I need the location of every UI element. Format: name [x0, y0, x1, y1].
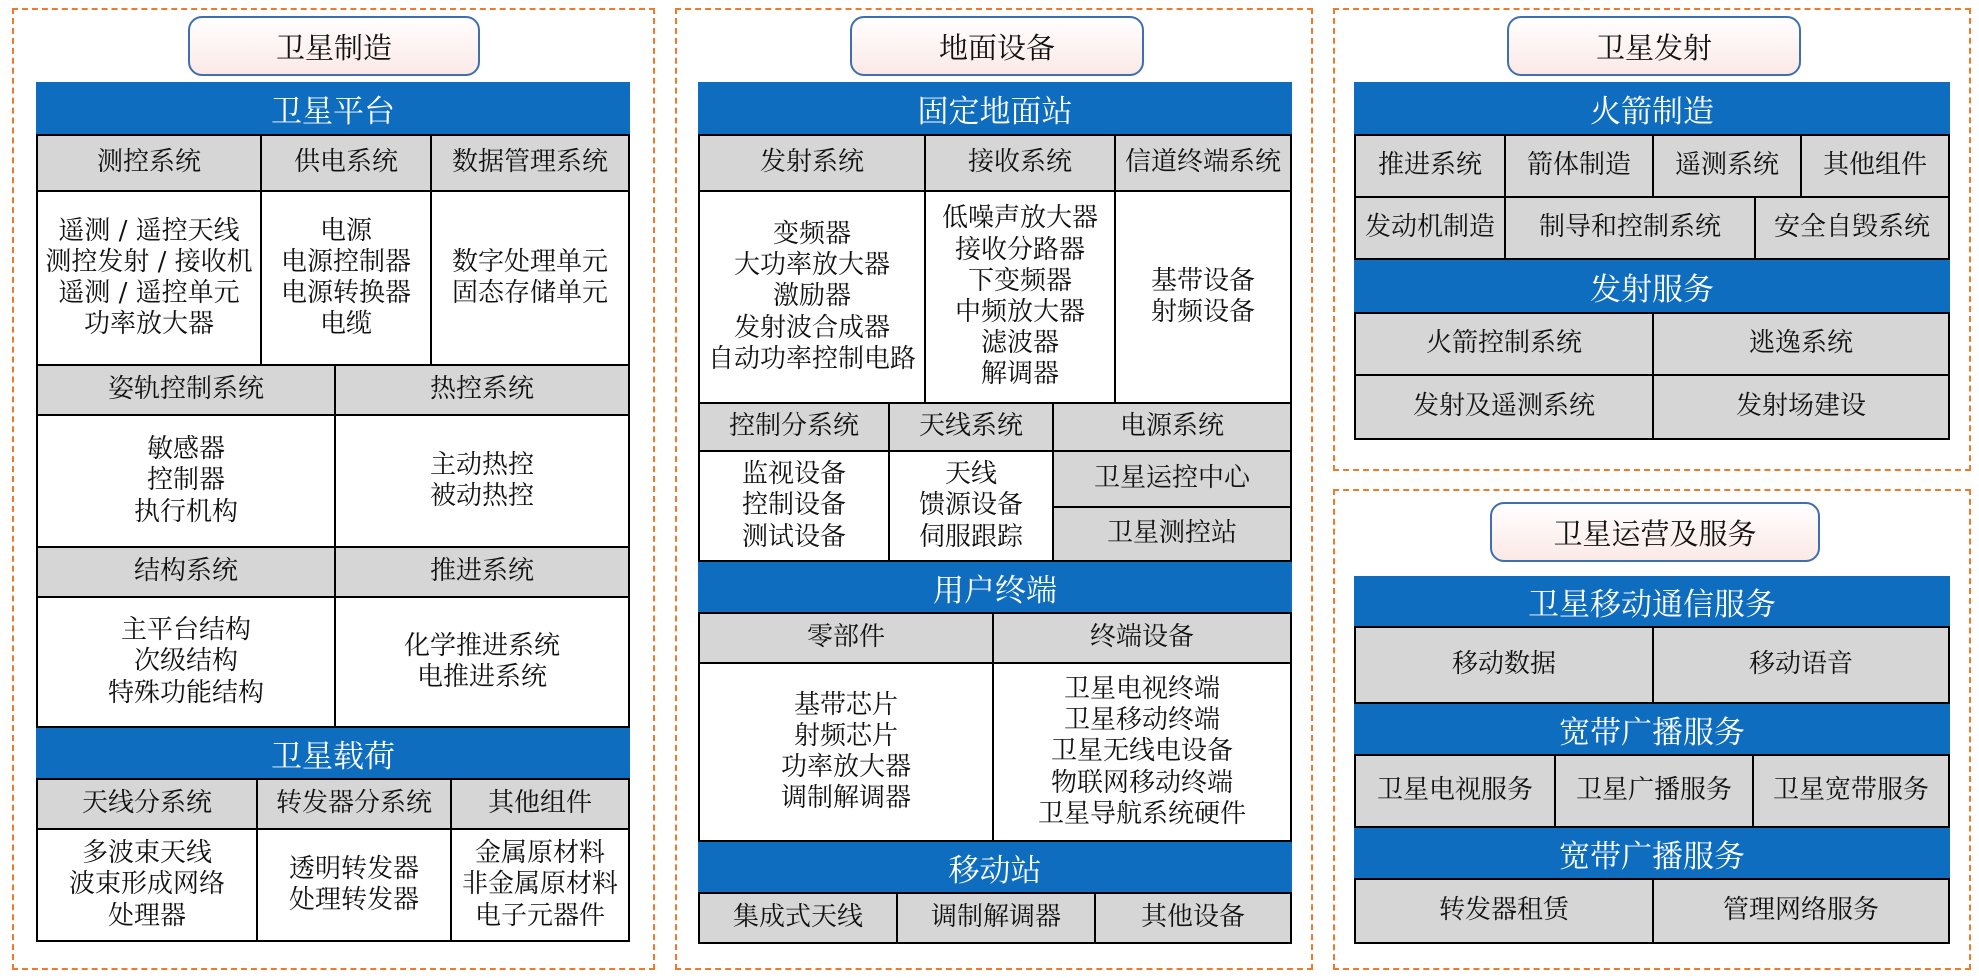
- rocket-header: 火箭制造: [1354, 82, 1950, 134]
- user-terminal-header: 用户终端: [698, 562, 1292, 612]
- self-destruct-system: 安全自毁系统: [1754, 196, 1950, 260]
- other-components-label: 其他组件: [450, 778, 630, 830]
- launch-title: 卫星发射: [1507, 16, 1801, 76]
- telemetry-system: 遥测系统: [1652, 134, 1802, 198]
- platform-header: 卫星平台: [36, 82, 630, 134]
- broadband-header-1: 宽带广播服务: [1354, 704, 1950, 754]
- fixed-station-header: 固定地面站: [698, 82, 1292, 134]
- network-management-service: 管理网络服务: [1652, 878, 1950, 944]
- terminal-devices-label: 终端设备: [992, 612, 1292, 664]
- data-management-items: 数字处理单元 固态存储单元: [430, 190, 630, 366]
- propulsion-system-label: 推进系统: [334, 546, 630, 598]
- receive-system-items: 低噪声放大器 接收分路器 下变频器 中频放大器 滤波器 解调器: [924, 190, 1116, 404]
- antenna-subsystem-items: 多波束天线 波束形成网络 处理器: [36, 828, 258, 942]
- modem: 调制解调器: [896, 892, 1096, 944]
- integrated-antenna: 集成式天线: [698, 892, 898, 944]
- ground-title: 地面设备: [850, 16, 1144, 76]
- tt-c-system-label: 测控系统: [36, 134, 262, 192]
- manufacturing-title: 卫星制造: [188, 16, 480, 76]
- satellite-broadband-service: 卫星宽带服务: [1752, 754, 1950, 828]
- control-subsystem-items: 监视设备 控制设备 测试设备: [698, 450, 890, 562]
- thermal-control-label: 热控系统: [334, 364, 630, 416]
- control-subsystem-label: 控制分系统: [698, 402, 890, 452]
- transponder-subsystem-items: 透明转发器 处理转发器: [256, 828, 452, 942]
- antenna-system-items: 天线 馈源设备 伺服跟踪: [888, 450, 1054, 562]
- transmit-system-items: 变频器 大功率放大器 激励器 发射波合成器 自动功率控制电路: [698, 190, 926, 404]
- mobile-station-header: 移动站: [698, 842, 1292, 892]
- other-components-items: 金属原材料 非金属原材料 电子元器件: [450, 828, 630, 942]
- ops-title: 卫星运营及服务: [1490, 502, 1820, 562]
- structure-system-label: 结构系统: [36, 546, 336, 598]
- launch-service-header: 发射服务: [1354, 260, 1950, 312]
- tt-c-system-items: 遥测 / 遥控天线 测控发射 / 接收机 遥测 / 遥控单元 功率放大器: [36, 190, 262, 366]
- channel-terminal-label: 信道终端系统: [1114, 134, 1292, 192]
- rocket-control-system: 火箭控制系统: [1354, 312, 1654, 376]
- components-items: 基带芯片 射频芯片 功率放大器 调制解调器: [698, 662, 994, 842]
- channel-terminal-items: 基带设备 射频设备: [1114, 190, 1292, 404]
- other-equipment: 其他设备: [1094, 892, 1292, 944]
- propulsion-system-items: 化学推进系统 电推进系统: [334, 596, 630, 728]
- power-supply-label: 电源系统: [1052, 402, 1292, 452]
- components-label: 零部件: [698, 612, 994, 664]
- satellite-tv-service: 卫星电视服务: [1354, 754, 1556, 828]
- mobile-comm-header: 卫星移动通信服务: [1354, 576, 1950, 626]
- payload-header: 卫星载荷: [36, 728, 630, 778]
- broadband-header-2: 宽带广播服务: [1354, 828, 1950, 878]
- attitude-control-items: 敏感器 控制器 执行机构: [36, 414, 336, 548]
- receive-system-label: 接收系统: [924, 134, 1116, 192]
- satellite-ops-center: 卫星运控中心: [1052, 450, 1292, 508]
- structure-system-items: 主平台结构 次级结构 特殊功能结构: [36, 596, 336, 728]
- antenna-system-label: 天线系统: [888, 402, 1054, 452]
- satellite-broadcast-service: 卫星广播服务: [1554, 754, 1754, 828]
- launch-site-construction: 发射场建设: [1652, 374, 1950, 440]
- terminal-devices-items: 卫星电视终端 卫星移动终端 卫星无线电设备 物联网移动终端 卫星导航系统硬件: [992, 662, 1292, 842]
- guidance-control: 制导和控制系统: [1504, 196, 1756, 260]
- rocket-propulsion: 推进系统: [1354, 134, 1506, 198]
- rocket-other-components: 其他组件: [1800, 134, 1950, 198]
- thermal-control-items: 主动热控 被动热控: [334, 414, 630, 548]
- mobile-voice: 移动语音: [1652, 626, 1950, 704]
- power-system-items: 电源 电源控制器 电源转换器 电缆: [260, 190, 432, 366]
- mobile-data: 移动数据: [1354, 626, 1654, 704]
- attitude-control-label: 姿轨控制系统: [36, 364, 336, 416]
- antenna-subsystem-label: 天线分系统: [36, 778, 258, 830]
- engine-manufacturing: 发动机制造: [1354, 196, 1506, 260]
- launch-telemetry-system: 发射及遥测系统: [1354, 374, 1654, 440]
- rocket-body: 箭体制造: [1504, 134, 1654, 198]
- power-system-label: 供电系统: [260, 134, 432, 192]
- transponder-subsystem-label: 转发器分系统: [256, 778, 452, 830]
- satellite-tt-c-station: 卫星测控站: [1052, 506, 1292, 562]
- transponder-leasing: 转发器租赁: [1354, 878, 1654, 944]
- transmit-system-label: 发射系统: [698, 134, 926, 192]
- data-management-label: 数据管理系统: [430, 134, 630, 192]
- escape-system: 逃逸系统: [1652, 312, 1950, 376]
